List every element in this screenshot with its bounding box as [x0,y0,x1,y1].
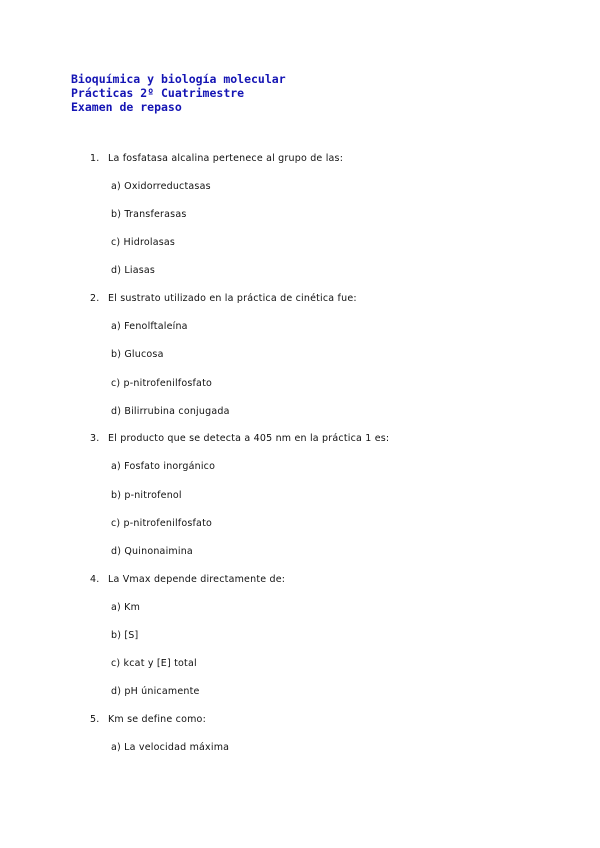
option: a) La velocidad máxima [111,742,230,753]
question-number: 4. [90,574,100,585]
question-number: 2. [90,293,100,304]
question-text: El sustrato utilizado en la práctica de cinética fue: [108,293,357,304]
option: d) Bilirrubina conjugada [111,406,230,417]
option: a) Km [111,602,141,613]
question-text: La Vmax depende directamente de: [108,574,286,585]
option: b) [S] [111,630,139,641]
question-text: La fosfatasa alcalina pertenece al grupo de las: [108,153,344,164]
question-text: Km se define como: [108,714,206,725]
option: a) Oxidorreductasas [111,181,211,192]
option: d) pH únicamente [111,686,200,697]
option: b) p-nitrofenol [111,490,182,501]
course-title: Bioquímica y biología molecular [71,72,286,86]
document-header [71,72,286,114]
course-subtitle: Prácticas 2º Cuatrimestre [71,86,245,100]
question-number: 1. [90,153,100,164]
option: d) Quinonaimina [111,546,193,557]
option: a) Fenolftaleína [111,321,188,332]
question-text: El producto que se detecta a 405 nm en la práctica 1 es: [108,433,390,444]
question-number: 5. [90,714,100,725]
question-number: 3. [90,433,100,444]
option: c) kcat y [E] total [111,658,197,669]
option: b) Glucosa [111,349,164,360]
exam-title: Examen de repaso [71,100,182,114]
option: c) Hidrolasas [111,237,176,248]
option: b) Transferasas [111,209,187,220]
option: c) p-nitrofenilfosfato [111,518,213,529]
option: d) Liasas [111,265,156,276]
option: c) p-nitrofenilfosfato [111,378,213,389]
option: a) Fosfato inorgánico [111,461,216,472]
